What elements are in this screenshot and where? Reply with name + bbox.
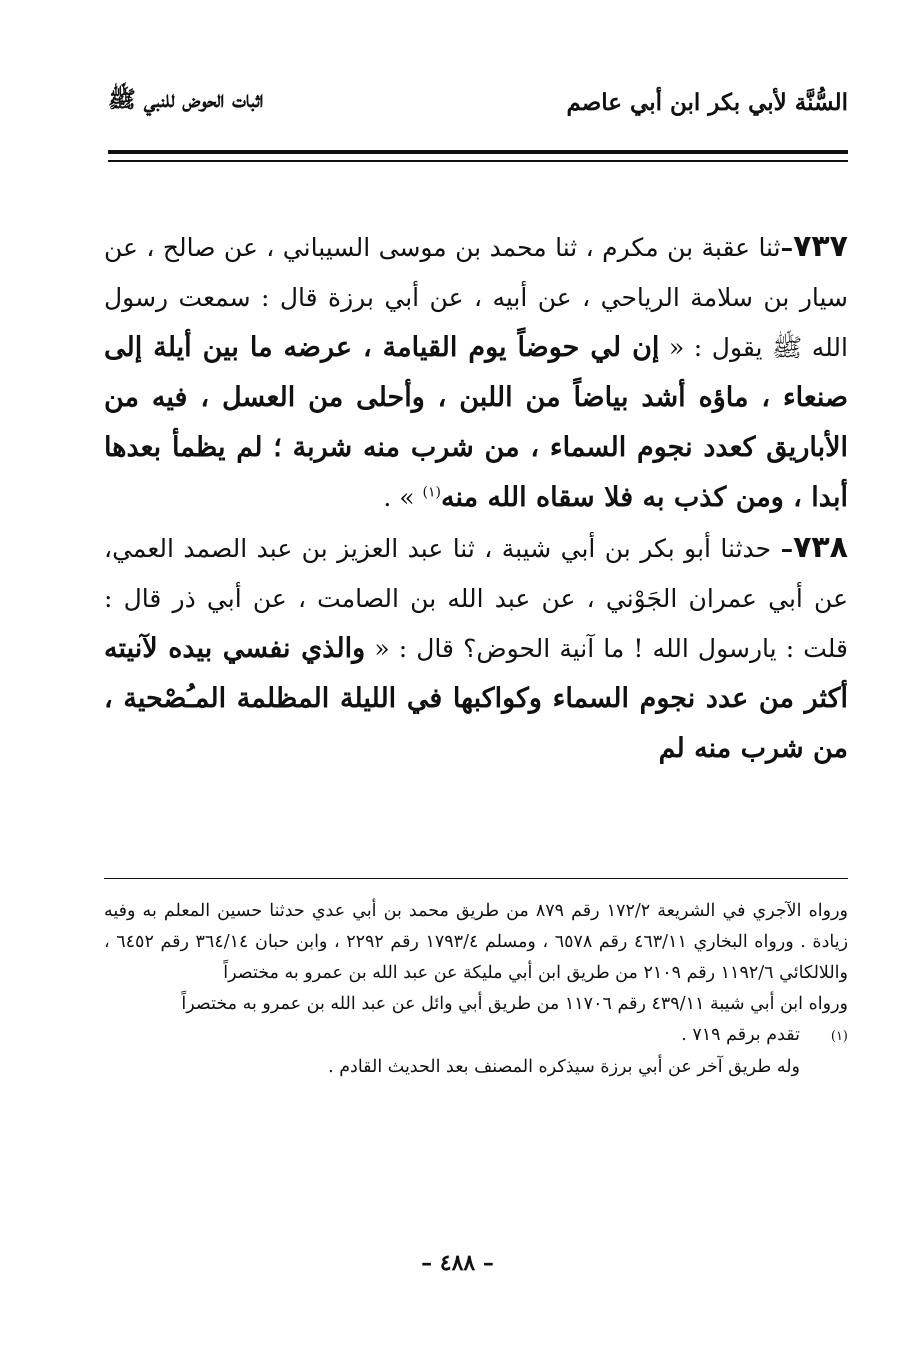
hadith-738 [104,523,848,774]
hadith-dash: – [780,534,794,563]
hadith-737 [104,222,848,523]
footnote-1 [104,1020,848,1052]
footnote-text: وله طريق آخر عن أبي برزة سيذكره المصنف بعد الحديث القادم . [328,1057,800,1077]
hadith-matn: والذي نفسي بيده لآنيته أكثر من عدد نجوم السماء وكواكبها في الليلة المظلمة المـُصْحية ، من شرب منه لم [104,633,848,764]
footnote-marker: (١) [830,1029,848,1044]
footnotes [104,896,848,1083]
header-rule-thin [108,160,848,162]
main-text [104,222,848,774]
chapter-title: اثبات الحوض للنبي ﷺ [108,86,264,113]
footnote-text: تقدم برقم ٧١٩ . [681,1025,800,1045]
hadith-isnad: ثنا عقبة بن مكرم ، ثنا محمد بن موسى السيباني ، عن صالح ، عن سيار بن سلامة الرياحي ، عن أبيه ، عن أبي برزة قال : سمعت رسول الله ﷺ يقول : « [104,233,848,362]
header-rule-thick [108,150,848,154]
footnote-continued: ورواه ابن أبي شيبة ٤٣٩/١١ رقم ١١٧٠٦ من طريق أبي وائل عن عبد الله بن عمرو به مختصراً [181,994,848,1014]
book-title: السُّنَّة لأبي بكر ابن أبي عاصم [566,88,848,116]
hadith-matn: إن لي حوضاً يوم القيامة ، عرضه ما بين أيلة إلى صنعاء ، ماؤه أشد بياضاً من اللبن ، وأحلى من العسل ، فيه من الأباريق كعدد نجوم السماء ، من شرب منه شربة ؛ لم يظمأ بعدها أبدا ، ومن كذب به فلا سقاه الله منه [104,332,848,513]
footnote-separator [104,878,848,879]
hadith-isnad: حدثنا أبو بكر بن أبي شيبة ، ثنا عبد العزيز بن عبد الصمد العمي، عن أبي عمران الجَوْني ، عن عبد الله بن الصامت ، عن أبي ذر قال : قلت : يارسول الله ! ما آنية الحوض؟ قال : « [104,534,849,663]
hadith-number: ٧٣٨ [793,530,848,565]
hadith-closing: » . [383,483,415,512]
footnote-continued: ورواه الآجري في الشريعة ١٧٢/٢ رقم ٨٧٩ من طريق محمد بن أبي عدي حدثنا حسين المعلم به وفيه زيادة . ورواه البخاري ٤٦٣/١١ رقم ٦٥٧٨ ، ومسلم ١٧٩٣/٤ رقم ٢٢٩٢ ، وابن حبان ٣٦٤/١٤ رقم ٦٤٥٢ ، واللالكائي ١١٩٢/٦ رقم ٢١٠٩ من طريق ابن أبي مليكة عن عبد الله بن عمرو به مختصراً [104,901,849,983]
hadith-number: ٧٣٧ [793,229,848,264]
page-number: – ٤٨٨ – [421,1250,494,1276]
hadith-dash: – [780,233,794,262]
footnote-ref: (١) [422,484,441,501]
running-header [108,82,848,122]
